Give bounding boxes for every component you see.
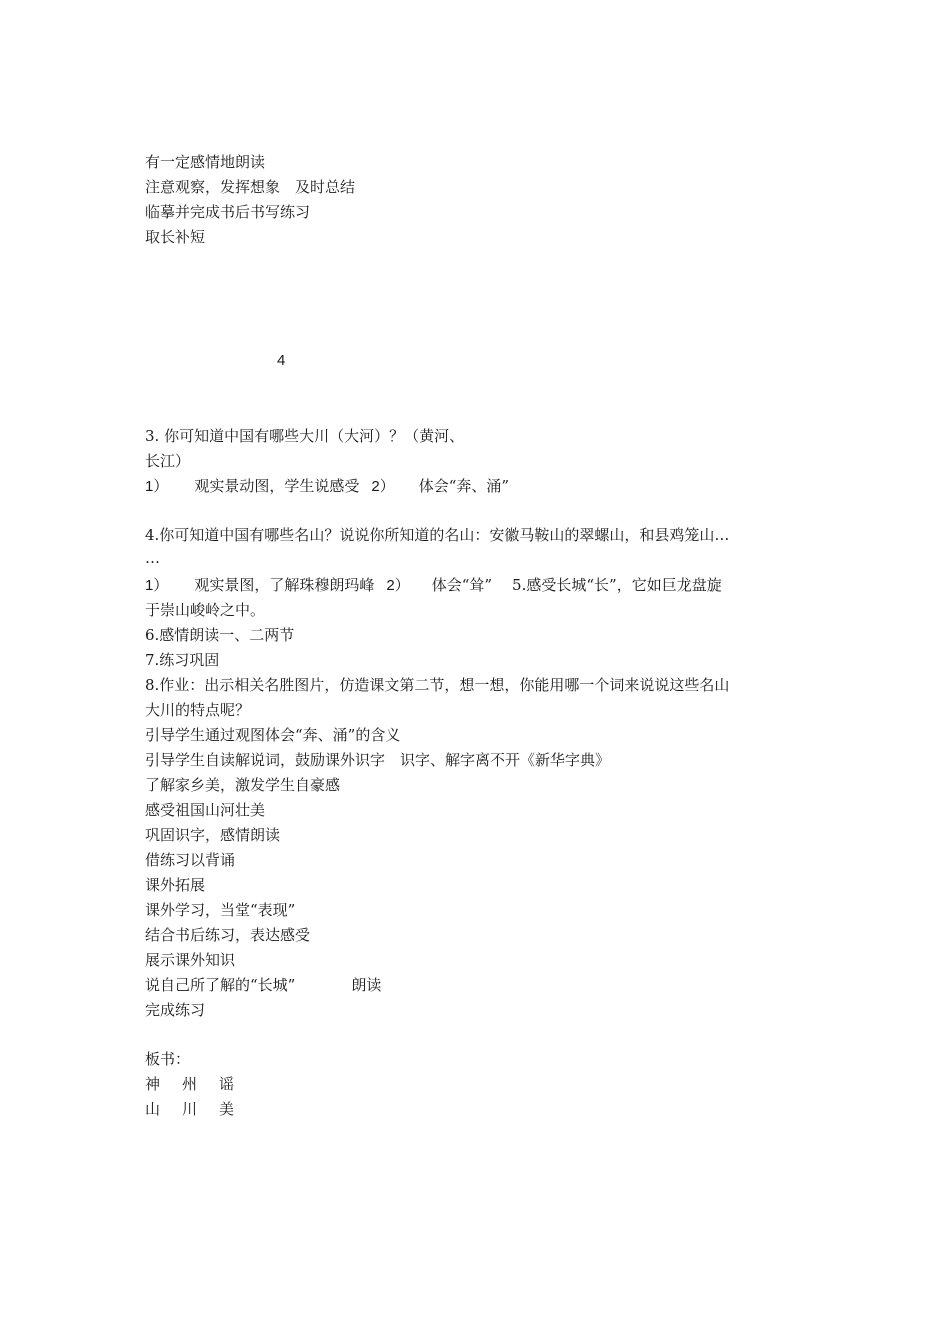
step-8-line2: 大川的特点呢？ — [145, 701, 251, 719]
q4-sub1-num: 1） — [145, 577, 169, 594]
q4-subitems — [145, 575, 722, 596]
board-char: 山 — [145, 1100, 161, 1118]
goal-line: 临摹并完成书后书写练习 — [145, 203, 311, 221]
board-row-2 — [145, 1099, 234, 1119]
goal-line: 有一定感情地朗读 — [145, 153, 266, 171]
board-label: 板书： — [145, 1050, 191, 1068]
board-char: 州 — [182, 1075, 198, 1093]
goal-line: 注意观察，发挥想象 及时总结 — [145, 178, 356, 196]
q5-continuation: 于崇山峻岭之中。 — [145, 601, 266, 619]
step-8-line1: 8.作业：出示相关名胜图片，仿造课文第二节，想一想，你能用哪一个词来说说这些名山 — [145, 676, 730, 694]
note-line: 完成练习 — [145, 1001, 206, 1019]
note-line: 巩固识字，感情朗读 — [145, 826, 281, 844]
goal-line: 取长补短 — [145, 228, 206, 246]
note-line: 展示课外知识 — [145, 951, 236, 969]
step-7: 7.练习巩固 — [145, 651, 220, 669]
q5-text: 5.感受长城“长”，它如巨龙盘旋 — [512, 576, 722, 594]
board-row-1 — [145, 1074, 234, 1094]
note-line: 结合书后练习，表达感受 — [145, 926, 311, 944]
q4-sub1-text: 观实景图，了解珠穆朗玛峰 — [194, 576, 375, 594]
note-line: 引导学生通过观图体会“奔、涌”的含义 — [145, 726, 401, 744]
note-line-greatwall — [145, 975, 381, 995]
note-line: 感受祖国山河壮美 — [145, 801, 266, 819]
board-char: 美 — [219, 1100, 235, 1118]
q3-sub2-num: 2） — [371, 478, 395, 495]
q3-subitems — [145, 476, 509, 497]
step-6: 6.感情朗读一、二两节 — [145, 626, 295, 644]
board-char: 谣 — [219, 1075, 235, 1093]
q3-sub2-text: 体会“奔、涌” — [418, 477, 510, 495]
page-number: 4 — [277, 352, 286, 369]
q4-line2: … — [145, 549, 160, 567]
q4-sub2-text: 体会“耸” — [431, 576, 493, 594]
note-line: 借练习以背诵 — [145, 851, 236, 869]
q3-sub1-text: 观实景动图，学生说感受 — [194, 477, 360, 495]
note-line: 课外拓展 — [145, 876, 206, 894]
note-read-aloud: 朗读 — [351, 976, 382, 994]
note-greatwall: 说自己所了解的“长城” — [145, 976, 296, 994]
q3-line2: 长江） — [145, 452, 191, 470]
note-line: 引导学生自读解说词，鼓励课外识字 识字、解字离不开《新华字典》 — [145, 751, 611, 769]
note-line: 课外学习，当堂“表现” — [145, 901, 296, 919]
board-char: 川 — [182, 1100, 198, 1118]
q4-sub2-num: 2） — [386, 577, 410, 594]
q3-line1: 3. 你可知道中国有哪些大川（大河）？（黄河、 — [145, 427, 465, 445]
board-char: 神 — [145, 1075, 161, 1093]
q3-sub1-num: 1） — [145, 478, 169, 495]
note-line: 了解家乡美，激发学生自豪感 — [145, 776, 341, 794]
q4-line1: 4.你可知道中国有哪些名山？说说你所知道的名山：安徽马鞍山的翠螺山，和县鸡笼山… — [145, 526, 730, 544]
